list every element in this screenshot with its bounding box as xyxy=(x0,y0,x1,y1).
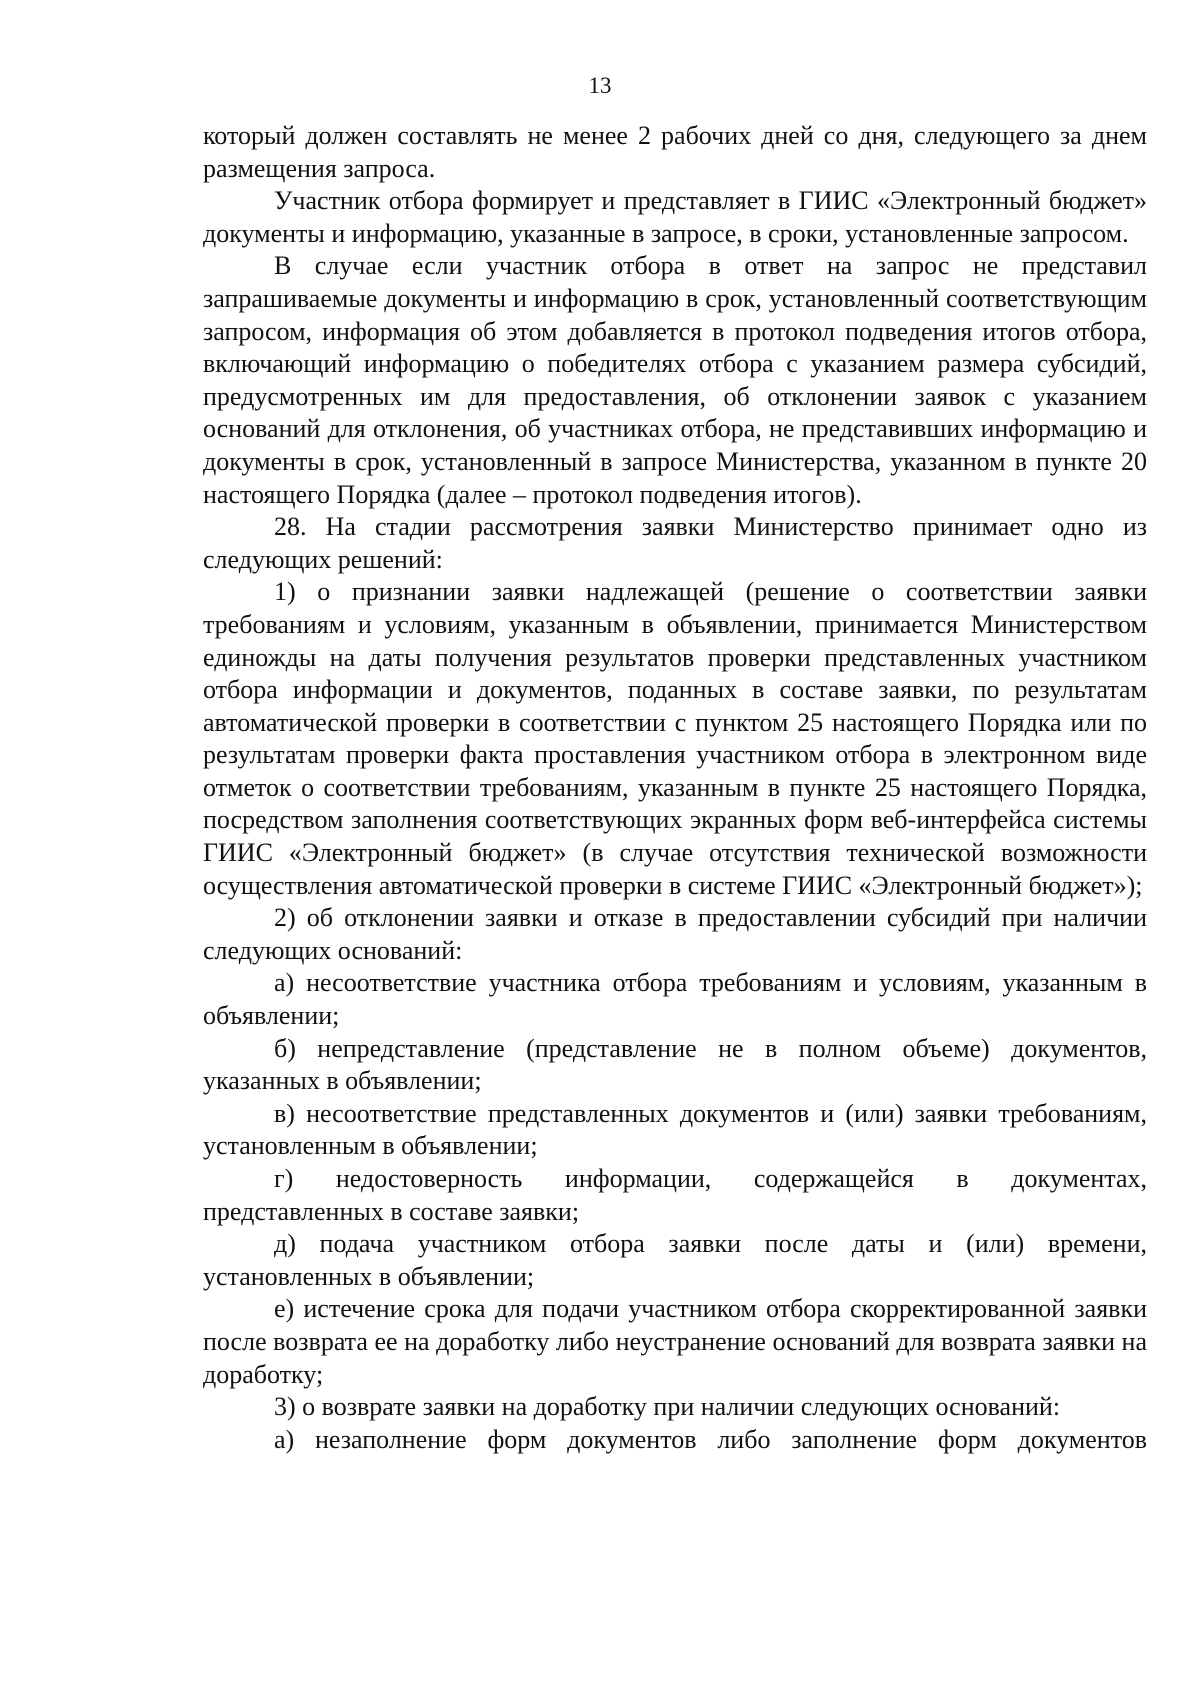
paragraph-decision-3: 3) о возврате заявки на доработку при наличии следующих оснований: xyxy=(274,1392,1061,1422)
paragraph-item-28: 28. На стадии рассмотрения заявки Министерство принимает одно из следующих решений: xyxy=(203,512,1147,574)
paragraph-ground-e: е) истечение срока для подачи участником отбора скорректированной заявки после возврата ее на доработку либо неустранение оснований для возврата заявки на доработку; xyxy=(203,1294,1147,1389)
paragraph-ground-b: б) непредставление (представление не в полном объеме) документов, указанных в объявлении; xyxy=(203,1033,1147,1096)
page-number: 13 xyxy=(588,73,612,98)
paragraph-continuation: который должен составлять не менее 2 рабочих дней со дня, следующего за днем размещения запроса. xyxy=(203,121,1147,183)
paragraph-participant-submits: Участник отбора формирует и представляет в ГИИС «Электронный бюджет» документы и информацию, указанные в запросе, в сроки, установленные запросом. xyxy=(203,186,1147,248)
paragraph-decision-2: 2) об отклонении заявки и отказе в предоставлении субсидий при наличии следующих оснований: xyxy=(203,903,1147,965)
paragraph-protocol: В случае если участник отбора в ответ на запрос не представил запрашиваемые документы и информацию в срок, установленный соответствующим запросом, информация об этом добавляется в протокол подведения итогов отбора, включающий информацию о победителях отбора с указанием размера субсидий, предусмотренных им для предоставления, об отклонении заявок с указанием оснований для отклонения, об участниках отбора, не представивших информацию и документы в срок, установленный в запросе Министерства, указанном в пункте 20 настоящего Порядка (далее – протокол подведения итогов). xyxy=(203,251,1147,509)
paragraph-ground-a: а) несоответствие участника отбора требованиям и условиям, указанным в объявлении; xyxy=(203,968,1147,1031)
paragraph-decision-1: 1) о признании заявки надлежащей (решение о соответствии заявки требованиям и условиям, указанным в объявлении, принимается Министерством единожды на даты получения результатов проверки представленных участником отбора информации и документов, поданных в составе заявки, по результатам автоматической проверки в соответствии с пунктом 25 настоящего Порядка или по результатам проверки факта проставления участником отбора в электронном виде отметок о соответствии требованиям, указанным в пункте 25 настоящего Порядка, посредством заполнения соответствующих экранных форм веб-интерфейса системы ГИИС «Электронный бюджет» (в случае отсутствия технической возможности осуществления автоматической проверки в системе ГИИС «Электронный бюджет»); xyxy=(203,577,1147,900)
paragraph-ground-g: г) недостоверность информации, содержащейся в документах, представленных в составе заявки; xyxy=(203,1164,1147,1226)
paragraph-ground-d: д) подача участником отбора заявки после даты и (или) времени, установленных в объявлении; xyxy=(203,1229,1147,1291)
document-body xyxy=(203,120,1147,1456)
paragraph-return-ground-a: а) незаполнение форм документов либо заполнение форм документов xyxy=(274,1424,1147,1454)
paragraph-ground-v: в) несоответствие представленных документов и (или) заявки требованиям, установленным в объявлении; xyxy=(203,1098,1147,1161)
